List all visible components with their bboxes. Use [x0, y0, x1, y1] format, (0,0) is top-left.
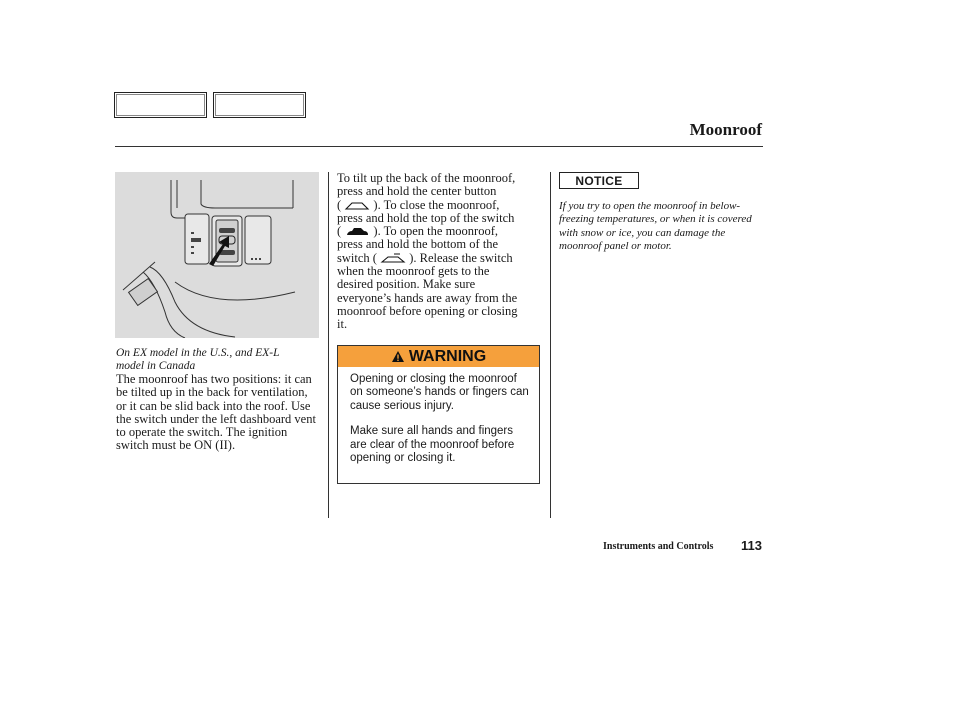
left-column-paragraph: The moonroof has two positions: it can be tilted up in the back for ventilation, or it can be slid back into the roof. Use the switch under the left dashboard vent to operate the switch. The ignition switch must be ON (II).	[116, 372, 316, 453]
page-title: Moonroof	[689, 120, 762, 139]
text-line: press and hold the top of the switch	[337, 210, 515, 225]
column-divider-2	[550, 172, 551, 518]
text-line-with-icon: ( ). To close the moonroof,	[337, 197, 500, 212]
text-line: when the moonroof gets to the	[337, 264, 490, 279]
warning-paragraph-2: Make sure all hands and fingers are clear of the moonroof before opening or closing it.	[350, 425, 515, 465]
text-line: it.	[337, 317, 348, 332]
warning-header	[338, 346, 539, 367]
page-number: 113	[741, 538, 762, 553]
text-line: To tilt up the back of the moonroof,	[337, 171, 516, 185]
footer-section: Instruments and Controls	[603, 541, 714, 552]
middle-column-text	[337, 172, 542, 332]
text-line: everyone’s hands are away from the	[337, 290, 518, 305]
dashboard-switch-icon	[115, 172, 319, 338]
notice-label: NOTICE	[575, 173, 623, 188]
open-paren: (	[337, 224, 342, 239]
text-line-with-icon: switch ( ). Release the switch	[337, 250, 513, 265]
text-line: press and hold the center button	[337, 184, 497, 199]
text-line: moonroof before opening or closing	[337, 303, 518, 318]
text-line: press and hold the bottom of the	[337, 237, 499, 252]
warning-paragraph-1: Opening or closing the moonroof on someone’s hands or fingers can cause serious injury.	[350, 373, 529, 412]
moonroof-switch-illustration	[115, 172, 319, 338]
tilt-icon	[344, 200, 370, 212]
nav-box-1[interactable]	[114, 92, 207, 118]
illustration-caption: On EX model in the U.S., and EX-L model in Canada	[116, 347, 280, 372]
nav-box-2[interactable]	[213, 92, 306, 118]
text-line-with-icon: ( ). To open the moonroof,	[337, 224, 498, 239]
header-rule	[115, 146, 763, 147]
notice-text: If you try to open the moonroof in below-freezing temperatures, or when it is covered with snow or ice, you can damage the moonroof panel or motor.	[559, 200, 752, 253]
warning-label: WARNING	[408, 347, 487, 365]
warning-body	[338, 367, 539, 465]
text-line: desired position. Make sure	[337, 277, 476, 292]
warning-box	[337, 345, 540, 484]
column-divider-1	[328, 172, 329, 518]
notice-label-box	[559, 172, 639, 189]
warning-triangle-icon	[391, 350, 405, 363]
open-paren: (	[337, 197, 342, 212]
